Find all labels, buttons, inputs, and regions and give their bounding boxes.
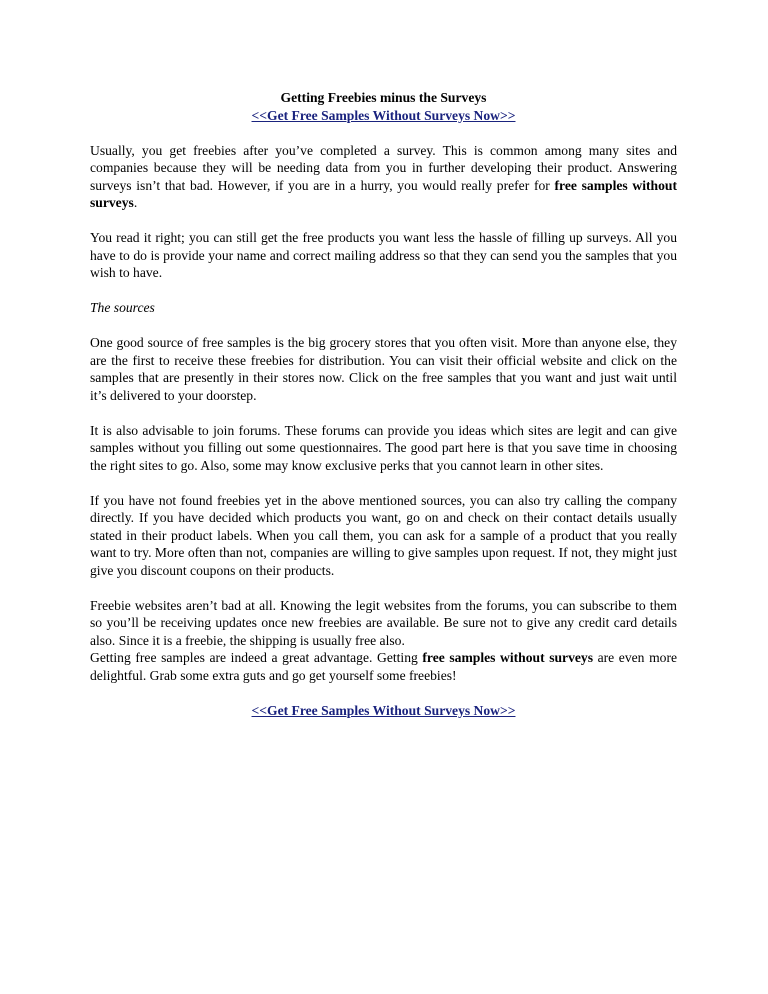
paragraph-freebie-websites: Freebie websites aren’t bad at all. Knowing the legit websites from the forums, you can subscribe to them so you’ll be receiving updates once new freebies are available. Be sure not to give any credit card details also. Since it is a freebie, the shipping is usually free also. bbox=[90, 597, 677, 648]
bottom-free-samples-link[interactable]: <<Get Free Samples Without Surveys Now>> bbox=[251, 702, 516, 718]
top-free-samples-link[interactable]: <<Get Free Samples Without Surveys Now>> bbox=[251, 107, 516, 123]
paragraph-read-it-right: You read it right; you can still get the free products you want less the hassle of filling up surveys. All you have to do is provide your name and correct mailing address so that they can send you the samples that you wish to have. bbox=[90, 230, 677, 280]
paragraph-conclusion-end: are even more delightful. Grab some extra guts and go get yourself some freebies! bbox=[90, 650, 677, 683]
paragraph-grocery-stores: One good source of free samples is the big grocery stores that you often visit. More than anyone else, they are the first to receive these freebies for distribution. You can visit their official website and click on the samples that are presently in their stores now. Click on the free samples that you want and just wait until it’s delivered to your doorstep. bbox=[90, 335, 677, 403]
paragraph-conclusion-bold: free samples without surveys bbox=[422, 650, 594, 665]
paragraph-conclusion bbox=[90, 649, 677, 684]
paragraph-conclusion-start: Getting free samples are indeed a great advantage. Getting bbox=[90, 650, 423, 665]
paragraph-intro bbox=[90, 142, 677, 212]
paragraph-call-company: If you have not found freebies yet in the above mentioned sources, you can also try calling the company directly. If you have decided which products you want, go on and check on their contact details usually stated in their product labels. When you call them, you can ask for a sample of a product that you really want to try. More often than not, companies are willing to give samples upon request. If not, they might just give you discount coupons on their products. bbox=[90, 492, 677, 578]
top-link-line bbox=[90, 107, 677, 125]
paragraph-intro-bold: free samples without surveys bbox=[90, 177, 677, 210]
paragraph-forums: It is also advisable to join forums. These forums can provide you ideas which sites are legit and can give samples without you filling out some questionnaires. The good part here is that you save time in choosing the right sites to go. Also, some may know exclusive perks that you cannot learn in other sites. bbox=[90, 422, 677, 473]
document-page bbox=[90, 89, 677, 719]
document-title: Getting Freebies minus the Surveys bbox=[280, 90, 487, 105]
paragraph-intro-end: . bbox=[133, 195, 138, 210]
paragraph-intro-text: Usually, you get freebies after you’ve completed a survey. This is common among many sites and companies because they will be needing data from you in further developing their product. Answering surveys isn’t that bad. However, if you are in a hurry, you would really prefer for bbox=[90, 142, 677, 193]
subheading-sources: The sources bbox=[90, 300, 155, 315]
bottom-link-line bbox=[90, 702, 677, 720]
